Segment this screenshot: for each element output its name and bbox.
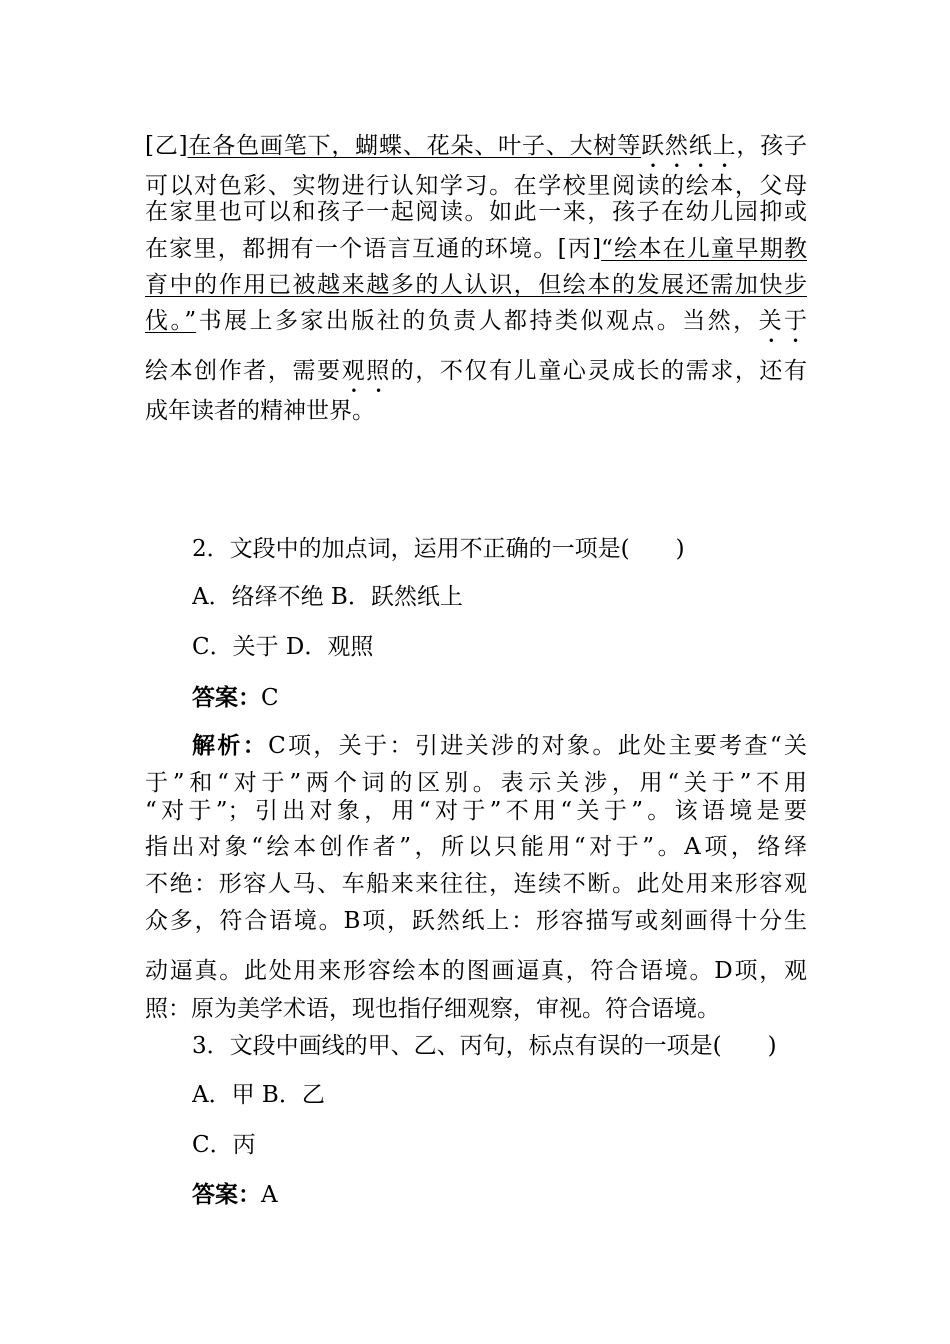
dotted-word: 观照 <box>341 358 391 384</box>
answer-label: 答案： <box>192 1181 261 1208</box>
answer-label: 答案： <box>192 684 261 711</box>
question-3-options-ab: A．甲 B．乙 <box>192 1082 325 1108</box>
question-3-stem: 3．文段中画线的甲、乙、丙句，标点有误的一项是( ) <box>192 1033 777 1059</box>
dotted-word: 关于 <box>758 308 807 334</box>
passage-text: 绘本创作者，需要 <box>145 358 342 384</box>
question-2-options-cd: C．关于 D．观照 <box>192 634 374 660</box>
underlined-sentence-bing: 育中的作用已被越来越多的人认识，但绘本的发展还需加快步 <box>145 272 807 298</box>
analysis-line-4: 指出对象“绘本创作者”，所以只能用“对于”。A项，络绎 <box>145 834 807 860</box>
passage-text: 的，不仅有儿童心灵成长的需求，还有 <box>390 358 807 384</box>
analysis-line-2: 于”和“对于”两个词的区别。表示关涉，用“关于”不用 <box>145 770 807 796</box>
passage-line-6 <box>145 306 807 348</box>
passage-line-4 <box>145 234 807 264</box>
passage-text: ，孩子 <box>736 133 807 159</box>
analysis-line-3: “对于”；引出对象，用“对于”不用“关于”。该语境是要 <box>145 798 807 824</box>
question-3-answer <box>192 1180 807 1210</box>
question-2-answer <box>192 683 807 713</box>
analysis-line-7: 动逼真。此处用来形容绘本的图画逼真，符合语境。D项，观 <box>145 958 807 984</box>
passage-line-5 <box>145 270 807 300</box>
analysis-label: 解析： <box>192 732 269 759</box>
passage-line-1 <box>145 131 807 173</box>
passage-line-2: 可以对色彩、实物进行认知学习。在学校里阅读的绘本，父母 <box>145 173 807 199</box>
question-2-options-ab: A．络绎不绝 B．跃然纸上 <box>192 584 463 610</box>
analysis-line-1 <box>192 731 807 761</box>
passage-line-3: 在家里也可以和孩子一起阅读。如此一来，孩子在幼儿园抑或 <box>145 199 807 225</box>
answer-value: A <box>261 1182 278 1208</box>
analysis-line-5: 不绝：形容人马、车船来来往往，连续不断。此处用来形容观 <box>145 871 807 897</box>
passage-text: 书展上多家出版社的负责人都持类似观点。当然， <box>196 308 759 334</box>
dotted-word: 跃然纸上 <box>641 133 737 159</box>
passage-line-7 <box>145 356 807 398</box>
analysis-text: C项，关于：引进关涉的对象。此处主要考查“关 <box>268 733 807 759</box>
underlined-sentence-yi: 在各色画笔下，蝴蝶、花朵、叶子、大树等 <box>187 133 642 159</box>
analysis-line-8: 照：原为美学术语，现也指仔细观察，审视。符合语境。 <box>145 996 720 1022</box>
passage-text: [乙] <box>145 133 188 159</box>
answer-value: C <box>261 685 279 711</box>
question-3-option-c: C．丙 <box>192 1132 256 1158</box>
underlined-sentence-bing: “绘本在儿童早期教 <box>601 236 807 262</box>
analysis-line-6: 众多，符合语境。B项，跃然纸上：形容描写或刻画得十分生 <box>145 908 807 934</box>
passage-text: 在家里，都拥有一个语言互通的环境。[丙] <box>145 236 602 262</box>
passage-line-8: 成年读者的精神世界。 <box>145 398 375 424</box>
underlined-sentence-bing: 伐。” <box>145 308 197 334</box>
question-2-stem: 2．文段中的加点词，运用不正确的一项是( ) <box>192 536 685 562</box>
